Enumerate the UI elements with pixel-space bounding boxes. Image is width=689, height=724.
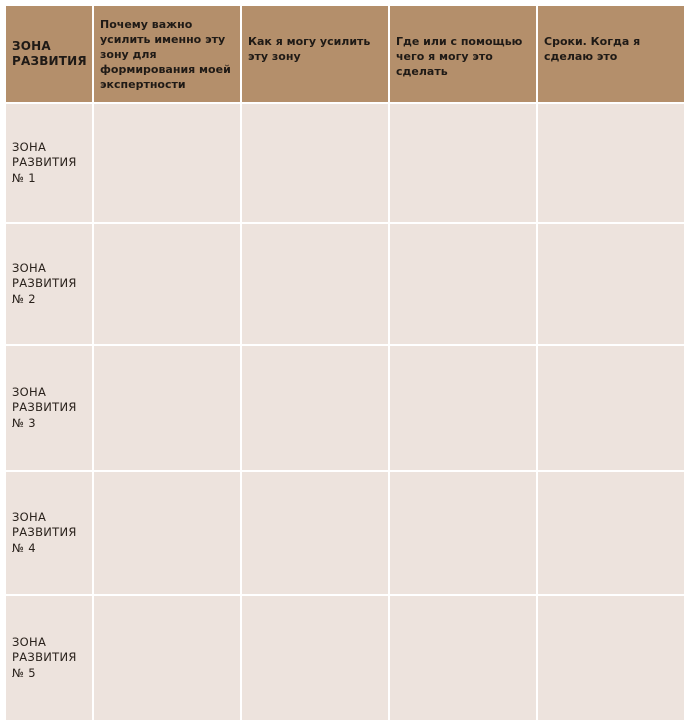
cell-when-zone-4[interactable]	[537, 471, 685, 595]
row-label-line: ЗОНА	[12, 139, 47, 154]
table-row	[5, 471, 685, 595]
row-label-line: № 2	[12, 291, 36, 306]
table-row	[5, 223, 685, 345]
row-label-line: ЗОНА	[12, 509, 47, 524]
row-label-line: ЗОНА	[12, 384, 47, 399]
cell-how-zone-1[interactable]	[241, 103, 389, 223]
cell-where-zone-3[interactable]	[389, 345, 537, 471]
cell-why-zone-3[interactable]	[93, 345, 241, 471]
row-label-line: РАЗВИТИЯ	[12, 155, 77, 170]
row-label-line: РАЗВИТИЯ	[12, 525, 77, 540]
cell-how-zone-3[interactable]	[241, 345, 389, 471]
table-row	[5, 103, 685, 223]
cell-why-zone-5[interactable]	[93, 595, 241, 721]
table-row	[5, 345, 685, 471]
row-label-zone-5	[5, 595, 93, 721]
row-label-line: РАЗВИТИЯ	[12, 276, 77, 291]
cell-where-zone-1[interactable]	[389, 103, 537, 223]
row-label-line: № 5	[12, 665, 36, 680]
header-why: Почему важно усилить именно эту зону для формирования моей экспертности	[93, 5, 241, 103]
row-label-line: № 3	[12, 415, 36, 430]
cell-why-zone-1[interactable]	[93, 103, 241, 223]
row-label-zone-4	[5, 471, 93, 595]
cell-how-zone-5[interactable]	[241, 595, 389, 721]
worksheet-page	[4, 4, 684, 720]
header-how: Как я могу усилить эту зону	[241, 5, 389, 103]
row-label-line: ЗОНА	[12, 634, 47, 649]
header-when: Сроки. Когда я сделаю это	[537, 5, 685, 103]
cell-when-zone-1[interactable]	[537, 103, 685, 223]
cell-how-zone-4[interactable]	[241, 471, 389, 595]
row-label-line: РАЗВИТИЯ	[12, 650, 77, 665]
row-label-line: № 1	[12, 170, 36, 185]
cell-where-zone-4[interactable]	[389, 471, 537, 595]
cell-how-zone-2[interactable]	[241, 223, 389, 345]
cell-when-zone-2[interactable]	[537, 223, 685, 345]
row-label-zone-2	[5, 223, 93, 345]
header-zone: ЗОНА РАЗВИТИЯ	[5, 5, 93, 103]
cell-where-zone-5[interactable]	[389, 595, 537, 721]
row-label-zone-3	[5, 345, 93, 471]
development-zones-table	[4, 4, 686, 722]
row-label-line: РАЗВИТИЯ	[12, 400, 77, 415]
cell-where-zone-2[interactable]	[389, 223, 537, 345]
row-label-line: ЗОНА	[12, 260, 47, 275]
cell-when-zone-5[interactable]	[537, 595, 685, 721]
row-label-zone-1	[5, 103, 93, 223]
header-row	[5, 5, 685, 103]
header-where: Где или с помощью чего я могу это сделать	[389, 5, 537, 103]
row-label-line: № 4	[12, 540, 36, 555]
cell-when-zone-3[interactable]	[537, 345, 685, 471]
cell-why-zone-4[interactable]	[93, 471, 241, 595]
table-row	[5, 595, 685, 721]
cell-why-zone-2[interactable]	[93, 223, 241, 345]
